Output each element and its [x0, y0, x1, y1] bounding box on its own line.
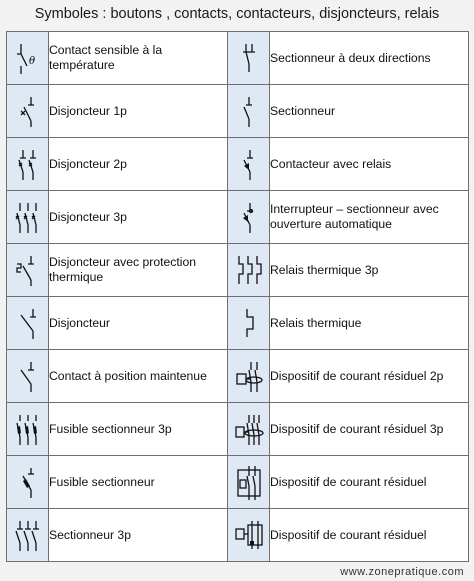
list-item-label: Dispositif de courant résiduel — [270, 509, 469, 562]
table-row — [7, 350, 469, 403]
rcd-2p-icon — [228, 350, 270, 403]
fuse-disconnector-icon — [7, 456, 49, 509]
breaker-2p-icon — [7, 138, 49, 191]
page-title: Symboles : boutons , contacts, contacteurs, disjoncteurs, relais — [34, 6, 440, 22]
latched-contact-icon — [7, 350, 49, 403]
site-footer: www.zonepratique.com — [340, 566, 464, 578]
table-row — [7, 509, 469, 562]
breaker-3p-icon — [7, 191, 49, 244]
contactor-relay-icon — [228, 138, 270, 191]
rcd-icon — [228, 456, 270, 509]
list-item-label: Fusible sectionneur 3p — [49, 403, 228, 456]
list-item-label: Disjoncteur 2p — [49, 138, 228, 191]
thermal-relay-3p-icon — [228, 244, 270, 297]
list-item-label: Sectionneur — [270, 85, 469, 138]
rcd-block-icon — [228, 509, 270, 562]
symbol-table — [6, 31, 469, 562]
list-item-label: Interrupteur – sectionneur avec ouverture automatique — [270, 191, 469, 244]
thermal-relay-icon — [228, 297, 270, 350]
disconnector-3p-icon — [7, 509, 49, 562]
table-row — [7, 138, 469, 191]
list-item-label: Disjoncteur avec protection thermique — [49, 244, 228, 297]
table-row — [7, 85, 469, 138]
list-item-label: Dispositif de courant résiduel 2p — [270, 350, 469, 403]
list-item-label: Disjoncteur 3p — [49, 191, 228, 244]
list-item-label: Relais thermique 3p — [270, 244, 469, 297]
rcd-3p-icon — [228, 403, 270, 456]
table-row — [7, 191, 469, 244]
list-item-label: Contact à position maintenue — [49, 350, 228, 403]
list-item-label: Disjoncteur — [49, 297, 228, 350]
list-item-label: Fusible sectionneur — [49, 456, 228, 509]
svg-text:θ: θ — [28, 56, 35, 67]
list-item-label: Contact sensible à la température — [49, 32, 228, 85]
table-row — [7, 297, 469, 350]
table-row — [7, 244, 469, 297]
list-item-label: Sectionneur 3p — [49, 509, 228, 562]
thermal-breaker-icon — [7, 244, 49, 297]
thermal-contact-icon — [7, 32, 49, 85]
list-item-label: Relais thermique — [270, 297, 469, 350]
breaker-icon — [7, 297, 49, 350]
list-item-label: Disjoncteur 1p — [49, 85, 228, 138]
table-row — [7, 32, 469, 85]
list-item-label: Dispositif de courant résiduel 3p — [270, 403, 469, 456]
two-way-disconnector-icon — [228, 32, 270, 85]
list-item-label: Contacteur avec relais — [270, 138, 469, 191]
fuse-disconnector-3p-icon — [7, 403, 49, 456]
list-item-label: Dispositif de courant résiduel — [270, 456, 469, 509]
list-item-label: Sectionneur à deux directions — [270, 32, 469, 85]
table-row — [7, 403, 469, 456]
disconnector-icon — [228, 85, 270, 138]
breaker-1p-icon — [7, 85, 49, 138]
table-row — [7, 456, 469, 509]
switch-disconnector-auto-icon — [228, 191, 270, 244]
